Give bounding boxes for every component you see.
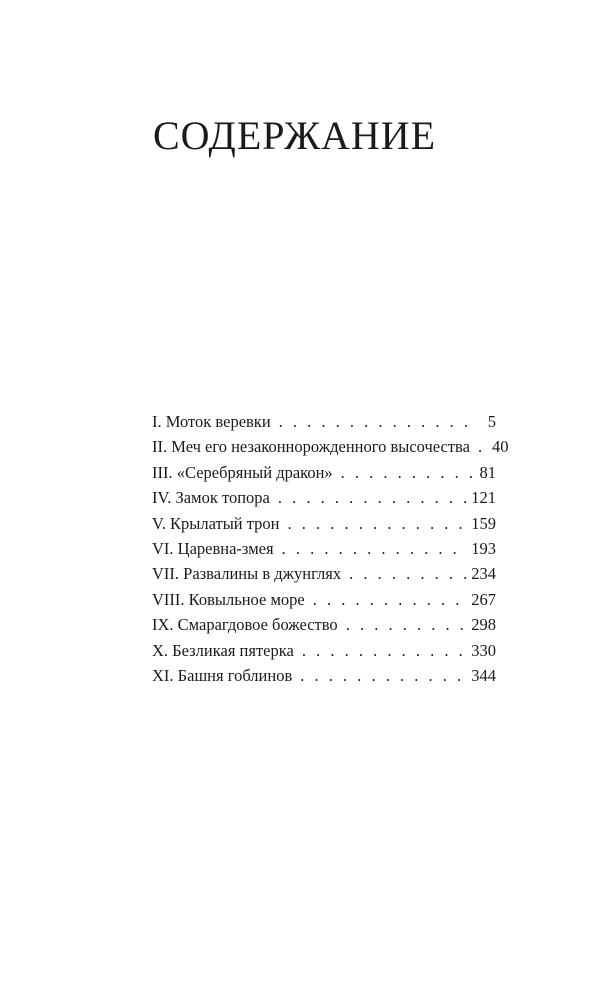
contents-title: СОДЕРЖАНИЕ [152, 113, 437, 158]
toc-entry-title: IV. Замок топора [152, 488, 270, 508]
toc-dot-leader [349, 564, 467, 584]
toc-entry [152, 488, 496, 513]
toc-entry-page: 121 [471, 488, 496, 508]
toc-entry-page: 298 [471, 615, 496, 635]
toc-dot-leader [282, 539, 468, 559]
toc-entry-title: IX. Смарагдовое божество [152, 615, 338, 635]
toc-dot-leader [346, 615, 468, 635]
toc-entry [152, 564, 496, 589]
toc-entry-title: XI. Башня гоблинов [152, 665, 293, 685]
toc-dot-leader [478, 437, 488, 457]
toc-entry-page: 344 [471, 665, 496, 685]
toc-entry-title: II. Меч его незаконнорожденного высочества [152, 437, 470, 457]
toc-dot-leader [300, 666, 467, 686]
toc-entry [152, 514, 496, 539]
toc-entry-title: I. Моток веревки [152, 412, 271, 431]
toc-entry-page: 267 [471, 589, 496, 609]
toc-dot-leader [341, 463, 476, 483]
toc-entry [152, 666, 496, 691]
toc-dot-leader [278, 488, 467, 508]
toc-dot-leader [302, 641, 467, 661]
toc-entry [152, 463, 496, 488]
toc-dot-leader [288, 514, 468, 534]
toc-entry [152, 539, 496, 564]
toc-entry [152, 641, 496, 666]
toc-entry-title: V. Крылатый трон [152, 513, 280, 533]
table-of-contents [152, 412, 509, 691]
toc-entry-title: X. Безликая пятерка [152, 640, 294, 660]
toc-entry-title: VI. Царевна-змея [152, 538, 274, 558]
toc-entry-page: 330 [471, 640, 496, 660]
toc-entry [152, 615, 496, 640]
toc-entry [152, 412, 496, 437]
toc-entry-page: 234 [471, 564, 496, 584]
toc-entry [152, 590, 496, 615]
toc-entry-page: 5 [487, 412, 496, 431]
toc-entry-page: 159 [471, 513, 496, 533]
toc-entry-title: VIII. Ковыльное море [152, 589, 305, 609]
toc-dot-leader [279, 412, 478, 432]
toc-entry-title: III. «Серебряный дракон» [152, 462, 333, 482]
toc-entry-title: VII. Развалины в джунглях [152, 564, 342, 584]
toc-entry-page: 193 [471, 538, 496, 558]
toc-dot-leader [313, 590, 468, 610]
toc-entry-page: 40 [491, 437, 509, 457]
toc-entry-page: 81 [479, 462, 496, 482]
toc-entry [152, 437, 509, 462]
